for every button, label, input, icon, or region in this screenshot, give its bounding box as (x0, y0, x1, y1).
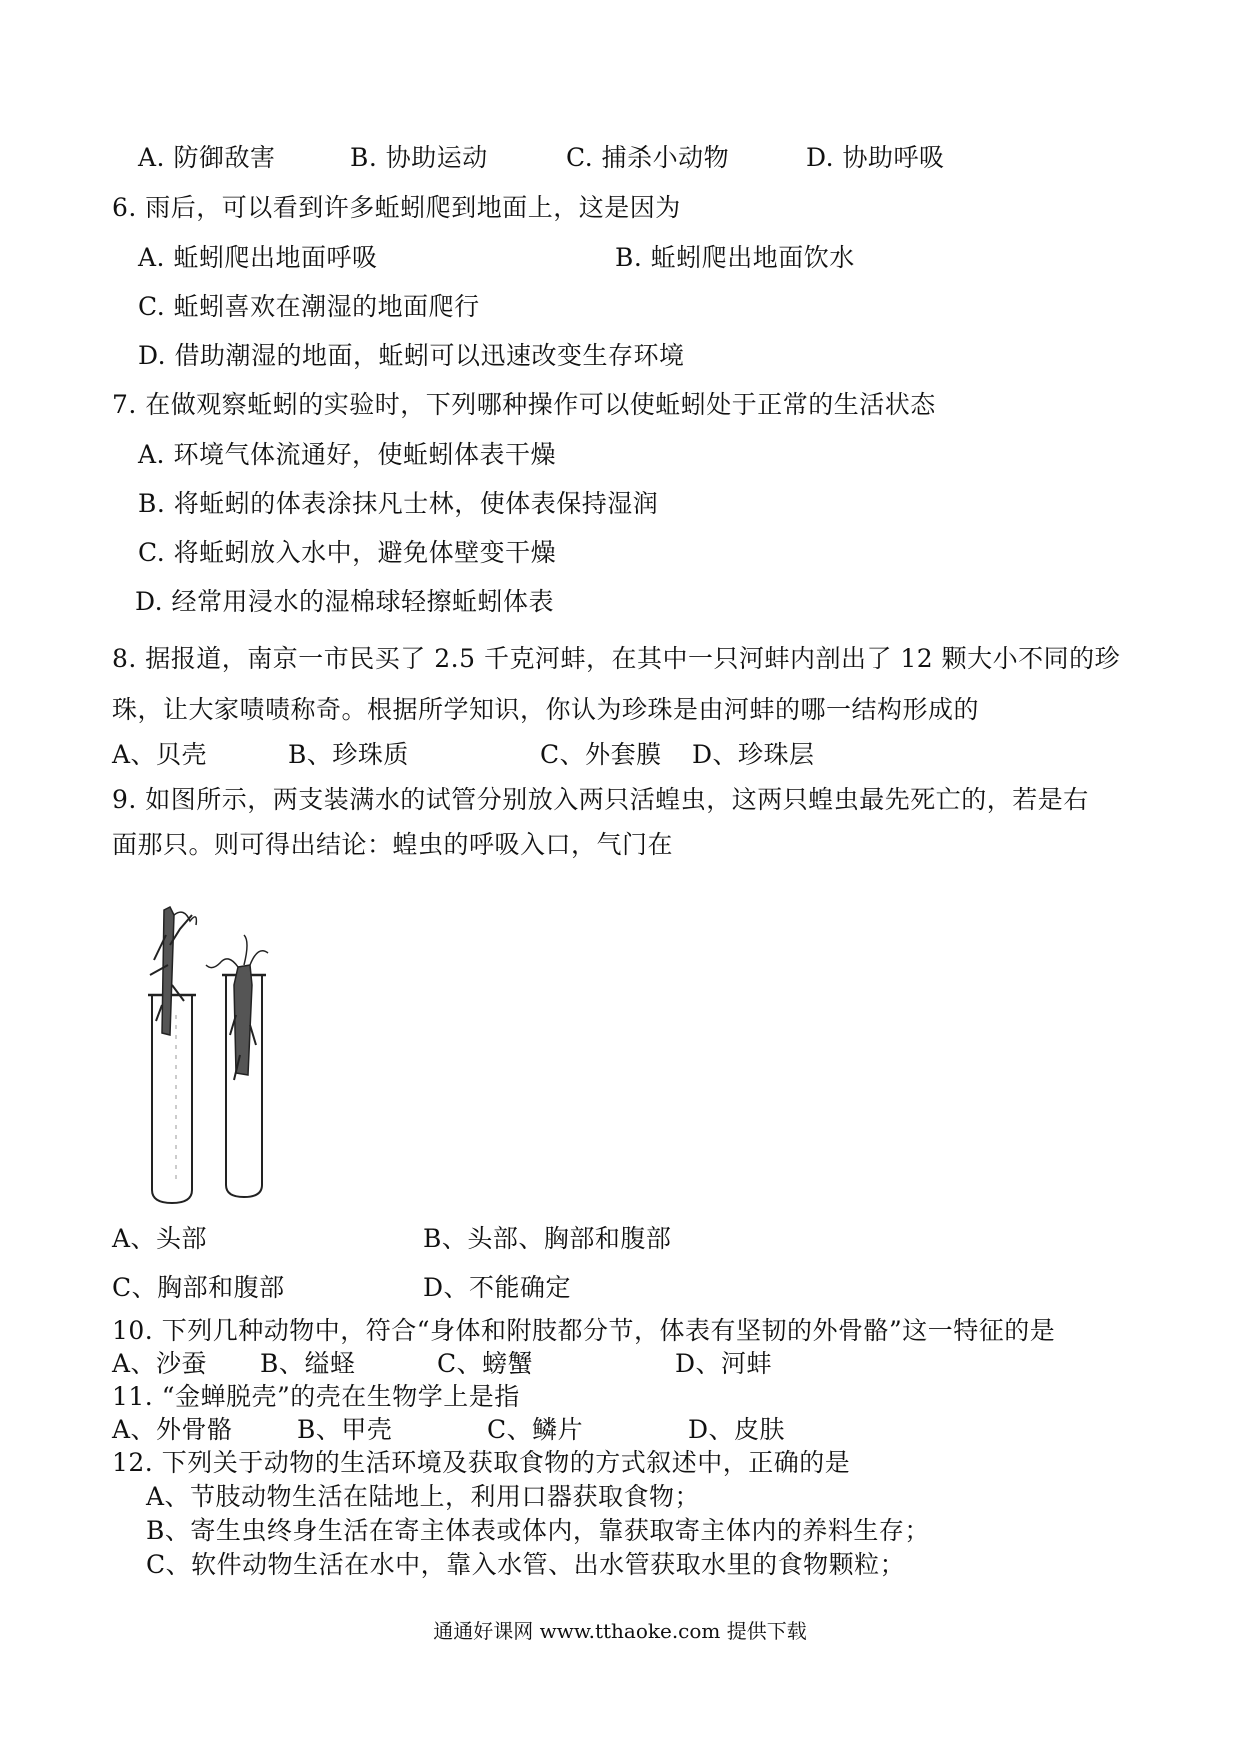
q8-stem-line2: 珠，让大家啧啧称奇。根据所学知识，你认为珍珠是由河蚌的哪一结构形成的 (112, 695, 980, 724)
q5-option-c: C. 捕杀小动物 (566, 143, 730, 172)
q7-option-a: A. 环境气体流通好，使蚯蚓体表干燥 (138, 440, 556, 469)
q11-option-c: C、鳞片 (487, 1415, 584, 1444)
right-locust-icon (206, 935, 268, 1080)
q11-stem: 11. “金蝉脱壳”的壳在生物学上是指 (112, 1382, 520, 1411)
q6-option-b: B. 蚯蚓爬出地面饮水 (615, 243, 855, 272)
left-test-tube (148, 995, 196, 1203)
q5-options (138, 143, 1038, 173)
q8-option-b: B、珍珠质 (288, 740, 409, 769)
q12-option-a: A、节肢动物生活在陆地上，利用口器获取食物； (146, 1482, 701, 1511)
q8-option-c: C、外套膜 (540, 740, 662, 769)
q11-option-a: A、外骨骼 (112, 1415, 233, 1444)
q10-option-b: B、缢蛏 (260, 1349, 356, 1378)
q12-stem: 12. 下列关于动物的生活环境及获取食物的方式叙述中，正确的是 (112, 1448, 851, 1477)
page-footer: 通通好课网 www.tthaoke.com 提供下载 (433, 1619, 807, 1643)
q9-option-a: A、头部 (112, 1224, 208, 1253)
q7-option-b: B. 将蚯蚓的体表涂抹凡士林，使体表保持湿润 (138, 489, 659, 518)
q12-option-c: C、软件动物生活在水中，靠入水管、出水管获取水里的食物颗粒； (146, 1550, 906, 1579)
q10-stem: 10. 下列几种动物中，符合“身体和附肢都分节，体表有坚韧的外骨骼”这一特征的是 (112, 1316, 1056, 1345)
q12-option-b: B、寄生虫终身生活在寄主体表或体内，靠获取寄主体内的养料生存； (146, 1516, 930, 1545)
q5-option-a: A. 防御敌害 (138, 143, 276, 172)
q7-option-c: C. 将蚯蚓放入水中，避免体壁变干燥 (138, 538, 557, 567)
q7-stem: 7. 在做观察蚯蚓的实验时，下列哪种操作可以使蚯蚓处于正常的生活状态 (112, 390, 936, 419)
q9-stem-line2: 面那只。则可得出结论：蝗虫的呼吸入口，气门在 (112, 830, 674, 859)
q6-option-c: C. 蚯蚓喜欢在潮湿的地面爬行 (138, 292, 480, 321)
q6-option-d: D. 借助潮湿的地面，蚯蚓可以迅速改变生存环境 (138, 341, 685, 370)
q9-stem-line1: 9. 如图所示，两支装满水的试管分别放入两只活蝗虫，这两只蝗虫最先死亡的，若是右 (112, 785, 1089, 814)
q10-option-d: D、河蚌 (675, 1349, 773, 1378)
q8-option-d: D、珍珠层 (692, 740, 815, 769)
q10-option-c: C、螃蟹 (437, 1349, 534, 1378)
q11-option-b: B、甲壳 (297, 1415, 393, 1444)
q5-option-b: B. 协助运动 (350, 143, 488, 172)
q9-option-d: D、不能确定 (423, 1273, 572, 1302)
q8-option-a: A、贝壳 (112, 740, 208, 769)
q10-option-a: A、沙蚕 (112, 1349, 208, 1378)
left-locust-icon (150, 907, 196, 1035)
q9-option-c: C、胸部和腹部 (112, 1273, 285, 1302)
q10-options (112, 1349, 1012, 1379)
q11-option-d: D、皮肤 (688, 1415, 786, 1444)
q6-stem: 6. 雨后，可以看到许多蚯蚓爬到地面上，这是因为 (112, 193, 681, 222)
test-tube-figure (140, 905, 340, 1205)
q11-options (112, 1415, 1012, 1445)
q9-option-b: B、头部、胸部和腹部 (423, 1224, 672, 1253)
q8-options (112, 740, 1012, 770)
q7-option-d: D. 经常用浸水的湿棉球轻擦蚯蚓体表 (135, 587, 555, 616)
q5-option-d: D. 协助呼吸 (806, 143, 945, 172)
q8-stem-line1: 8. 据报道，南京一市民买了 2.5 千克河蚌，在其中一只河蚌内剖出了 12 颗大小不同的珍 (112, 644, 1121, 673)
q6-option-a: A. 蚯蚓爬出地面呼吸 (138, 243, 378, 272)
